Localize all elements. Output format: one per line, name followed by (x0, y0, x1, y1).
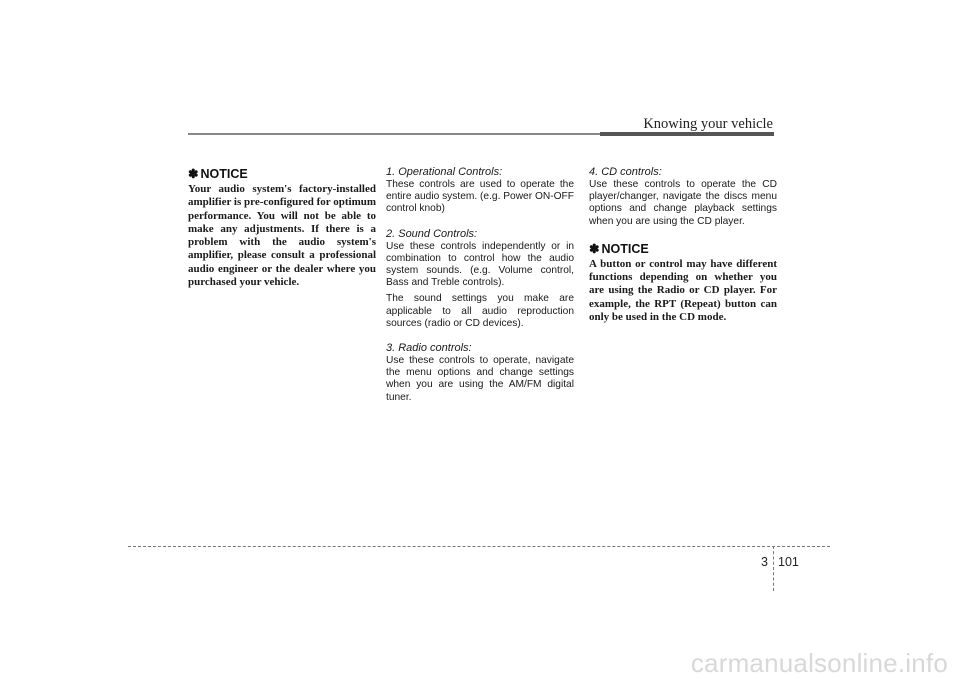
section-paragraph: These controls are used to operate the entire audio system. (e.g. Power ON-OFF control knob) (386, 179, 574, 215)
header-title: Knowing your vehicle (643, 116, 773, 132)
notice-star-icon: ✽ (188, 167, 199, 181)
notice-body: Your audio system's factory-installed amplifier is pre-configured for optimum performance. You will not be able to make any adjustments. If there is a problem with the audio system's amplifier, please consult a professional audio engineer or the dealer where you purchased your vehicle. (188, 183, 377, 289)
footer-divider (773, 546, 774, 591)
section-paragraph: Use these controls to operate the CD player/changer, navigate the discs menu options and change playback settings when you are using the CD player. (589, 179, 777, 227)
chapter-number: 3 (761, 555, 768, 569)
footer-rule (128, 546, 830, 547)
section-paragraph: Use these controls to operate, navigate the menu options and change settings when you are using the AM/FM digital tuner. (386, 355, 574, 403)
notice-box-amplifier (188, 166, 376, 289)
section-paragraph: The sound settings you make are applicable to all audio reproduction sources (radio or CD devices). (386, 293, 574, 329)
section-operational-controls (386, 166, 574, 216)
column-2 (386, 166, 574, 416)
notice-title: NOTICE (601, 241, 649, 256)
section-cd-controls (589, 166, 777, 228)
section-heading: 4. CD controls: (589, 166, 662, 178)
section-heading: 3. Radio controls: (386, 342, 472, 355)
notice-title: NOTICE (200, 167, 248, 181)
notice-heading (188, 166, 376, 181)
section-sound-controls (386, 228, 574, 330)
section-paragraph: Use these controls independently or in combination to control how the audio system sounds. (e.g. Volume control, Bass and Treble controls). (386, 240, 574, 289)
column-1 (188, 166, 376, 289)
section-heading: 2. Sound Controls: (386, 227, 478, 240)
notice-heading (589, 241, 777, 256)
section-heading: 1. Operational Controls: (386, 166, 503, 178)
notice-star-icon: ✽ (589, 241, 600, 256)
notice-body: A button or control may have different functions depending on whether you are using the Radio or CD player. For example, the RPT (Repeat) button can only be used in the CD mode. (589, 257, 777, 323)
section-radio-controls (386, 342, 574, 404)
header-rule-accent (600, 132, 774, 136)
column-3 (589, 166, 777, 324)
notice-box-button-functions (589, 241, 777, 324)
page-number: 101 (778, 555, 799, 569)
watermark: carmanualsonline.info (690, 648, 948, 678)
